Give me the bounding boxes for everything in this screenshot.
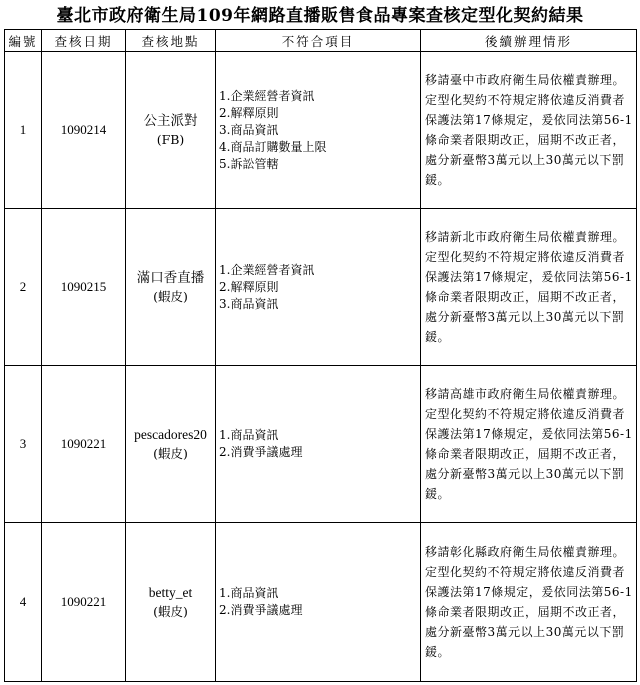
inspection-results-table: [4, 29, 637, 682]
row-issues: [216, 523, 421, 682]
site-platform: (蝦皮): [153, 289, 188, 304]
row-number: 2: [5, 209, 42, 366]
row-follow-up: 移請高雄市政府衛生局依權責辦理。定型化契約不符規定將依違反消費者保護法第17條規定，爰依同法第56-1條命業者限期改正，屆期不改正者，處分新臺幣3萬元以上30萬元以下罰鍰。: [421, 366, 637, 523]
issue-item: 1.企業經營者資訊: [219, 88, 315, 103]
row-number: 1: [5, 52, 42, 209]
row-site: [126, 209, 216, 366]
row-follow-up: 移請臺中市政府衛生局依權責辦理。定型化契約不符規定將依違反消費者保護法第17條規定，爰依同法第56-1條命業者限期改正，屆期不改正者，處分新臺幣3萬元以上30萬元以下罰鍰。: [421, 52, 637, 209]
document-title: 臺北市政府衛生局109年網路直播販售食品專案查核定型化契約結果: [56, 6, 584, 26]
issue-item: 2.消費爭議處理: [219, 445, 303, 459]
site-name: pescadores20: [134, 427, 207, 442]
row-follow-up: 移請新北市政府衛生局依權責辦理。定型化契約不符規定將依違反消費者保護法第17條規定，爰依同法第56-1條命業者限期改正，屆期不改正者，處分新臺幣3萬元以上30萬元以下罰鍰。: [421, 209, 637, 366]
site-platform: (蝦皮): [153, 604, 188, 619]
row-site: [126, 523, 216, 682]
table-row: [5, 209, 637, 366]
header-number: 編號: [5, 30, 42, 52]
row-date: 1090215: [42, 209, 126, 366]
row-number: 3: [5, 366, 42, 523]
row-date: 1090214: [42, 52, 126, 209]
row-date: 1090221: [42, 523, 126, 682]
issue-item: 1.商品資訊: [219, 428, 279, 442]
row-date: 1090221: [42, 366, 126, 523]
row-issues: [216, 366, 421, 523]
issue-item: 2.解釋原則: [219, 105, 279, 120]
issue-item: 3.商品資訊: [219, 122, 279, 137]
header-issues: 不符合項目: [216, 30, 421, 52]
row-number: 4: [5, 523, 42, 682]
header-date: 查核日期: [42, 30, 126, 52]
issue-item: 2.解釋原則: [219, 279, 279, 294]
site-name: 公主派對: [143, 113, 198, 128]
row-issues: [216, 209, 421, 366]
site-platform: (FB): [156, 132, 185, 147]
site-name: 滿口香直播: [136, 270, 205, 285]
table-row: [5, 523, 637, 682]
row-follow-up: 移請彰化縣政府衛生局依權責辦理。定型化契約不符規定將依違反消費者保護法第17條規定，爰依同法第56-1條命業者限期改正，屆期不改正者，處分新臺幣3萬元以上30萬元以下罰鍰。: [421, 523, 637, 682]
issue-item: 5.訴訟管轄: [219, 156, 279, 171]
row-site: [126, 366, 216, 523]
table-row: [5, 366, 637, 523]
issue-item: 3.商品資訊: [219, 296, 279, 311]
issue-item: 1.企業經營者資訊: [219, 262, 315, 277]
table-row: [5, 52, 637, 209]
issue-item: 1.商品資訊: [219, 586, 279, 600]
row-issues: [216, 52, 421, 209]
site-platform: (蝦皮): [153, 446, 188, 461]
header-follow-up: 後續辦理情形: [421, 30, 637, 52]
issue-item: 4.商品訂購數量上限: [219, 139, 327, 154]
row-site: [126, 52, 216, 209]
table-header-row: [5, 30, 637, 52]
header-site: 查核地點: [126, 30, 216, 52]
site-name: betty_et: [148, 585, 193, 600]
issue-item: 2.消費爭議處理: [219, 603, 303, 617]
